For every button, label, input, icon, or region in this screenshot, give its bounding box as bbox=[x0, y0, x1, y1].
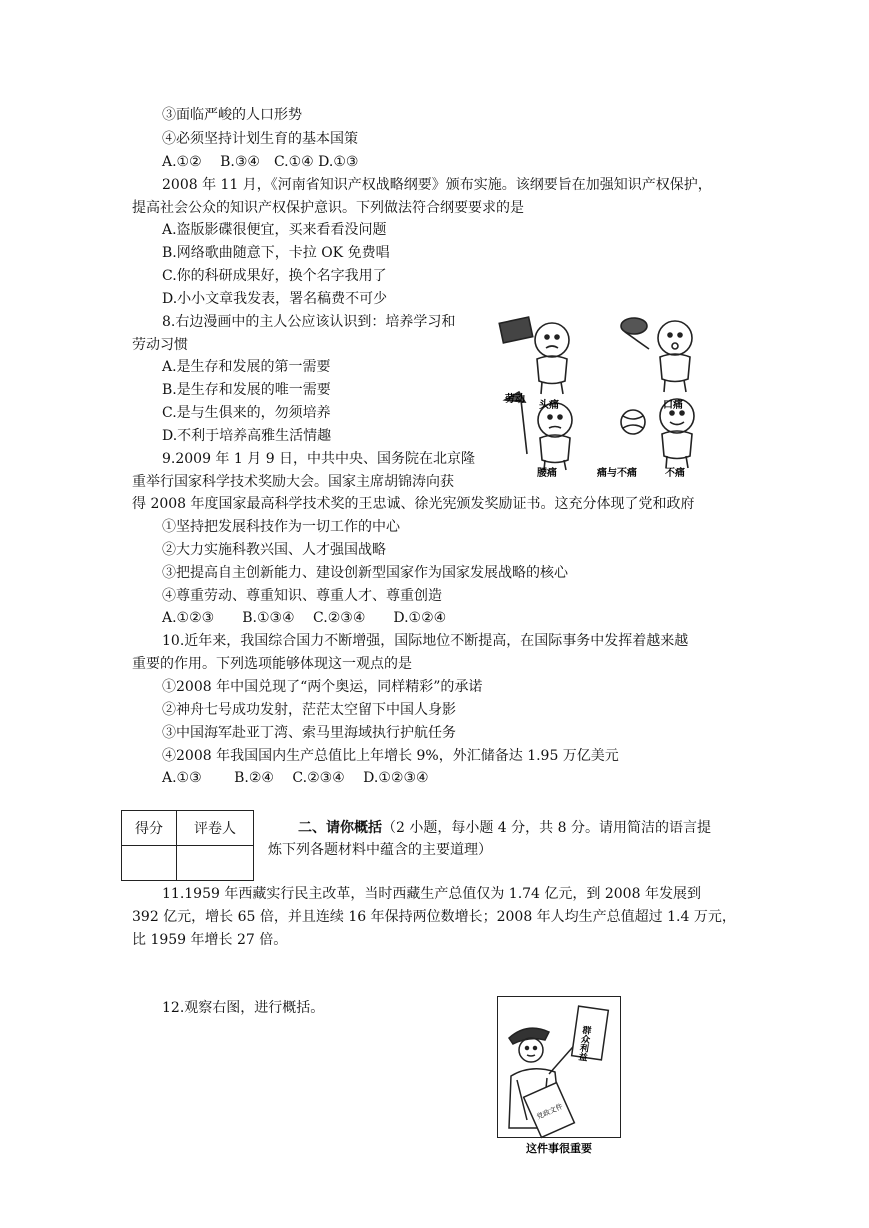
cartoon2-doc-back: 党政文件 bbox=[535, 1102, 565, 1122]
q8-stem-line2: 劳动习惯 bbox=[132, 337, 188, 353]
score-table bbox=[121, 810, 254, 881]
section2-desc-line2: 炼下列各题材料中蕴含的主要道理） bbox=[268, 842, 492, 858]
q10-stem-line2: 重要的作用。下列选项能够体现这一观点的是 bbox=[132, 656, 412, 672]
score-cell bbox=[122, 846, 177, 881]
q8-option-b: B.是生存和发展的唯一需要 bbox=[162, 382, 331, 398]
q11-line1: 11.1959 年西藏实行民主改革，当时西藏生产总值仅为 1.74 亿元，到 2008 年发展到 bbox=[162, 886, 701, 902]
q10-item-1: ①2008 年中国兑现了“两个奥运，同样精彩”的承诺 bbox=[162, 679, 483, 695]
cartoon2-doc-front: 群众利益 bbox=[576, 1024, 591, 1062]
cartoon1-label-nopain: 不痛 bbox=[665, 468, 685, 479]
q11-line2: 392 亿元，增长 65 倍，并且连续 16 年保持两位数增长；2008 年人均生产总值超过 1.4 万元， bbox=[132, 909, 736, 925]
q7-option-d: D.小小文章我发表，署名稿费不可少 bbox=[162, 291, 388, 307]
cartoon1-label-headache: 头痛 bbox=[539, 400, 559, 411]
food-icon bbox=[621, 318, 647, 334]
q9-stem-line1: 9.2009 年 1 月 9 日，中共中央、国务院在北京隆 bbox=[162, 451, 476, 467]
section2-title: 二、请你概括 bbox=[298, 820, 382, 836]
q7-stem-line1: 2008 年 11 月，《河南省知识产权战略纲要》颁布实施。该纲要旨在加强知识产权保护， bbox=[162, 177, 712, 193]
q9-item-3: ③把提高自主创新能力、建设创新型国家作为国家发展战略的核心 bbox=[162, 565, 568, 581]
cartoon1-title: 痛与不痛 bbox=[597, 468, 637, 479]
cartoon2-caption: 这件事很重要 bbox=[526, 1142, 592, 1155]
q10-answers: A.①③ B.②④ C.②③④ D.①②③④ bbox=[162, 770, 429, 786]
ball-icon bbox=[621, 410, 645, 434]
q7-stem-line2: 提高社会公众的知识产权保护意识。下列做法符合纲要要求的是 bbox=[132, 200, 524, 216]
q9-stem-line3: 得 2008 年度国家最高科学技术奖的王忠诚、徐光宪颁发奖励证书。这充分体现了党和政府 bbox=[132, 496, 695, 512]
q10-stem-line1: 10.近年来，我国综合国力不断增强，国际地位不断提高，在国际事务中发挥着越来越 bbox=[162, 633, 689, 649]
grader-header: 评卷人 bbox=[177, 811, 254, 846]
cartoon1-label-mouthache: 口痛 bbox=[663, 400, 683, 411]
section2-heading bbox=[298, 818, 711, 838]
q9-item-1: ①坚持把发展科技作为一切工作的中心 bbox=[162, 519, 400, 535]
q8-option-a: A.是生存和发展的第一需要 bbox=[162, 359, 331, 375]
q7-option-c: C.你的科研成果好，换个名字我用了 bbox=[162, 268, 387, 284]
q12-text: 12.观察右图，进行概括。 bbox=[162, 1000, 325, 1016]
q10-item-3: ③中国海军赴亚丁湾、索马里海域执行护航任务 bbox=[162, 725, 456, 741]
cartoon1-label-backache: 腰痛 bbox=[537, 468, 557, 479]
q7-option-b: B.网络歌曲随意下，卡拉 OK 免费唱 bbox=[162, 245, 390, 261]
q6-answers: A.①② B.③④ C.①④ D.①③ bbox=[162, 154, 359, 170]
q8-option-c: C.是与生俱来的，勿须培养 bbox=[162, 405, 331, 421]
q10-item-2: ②神舟七号成功发射，茫茫太空留下中国人身影 bbox=[162, 702, 456, 718]
q11-line3: 比 1959 年增长 27 倍。 bbox=[132, 932, 288, 948]
books-icon bbox=[499, 317, 533, 343]
q7-option-a: A.盗版影碟很便宜，买来看看没问题 bbox=[162, 222, 387, 238]
q8-option-d: D.不利于培养高雅生活情趣 bbox=[162, 428, 332, 444]
grader-cell bbox=[177, 846, 254, 881]
q6-item-3: ③面临严峻的人口形势 bbox=[162, 107, 302, 123]
q6-item-4: ④必须坚持计划生育的基本国策 bbox=[162, 131, 358, 147]
q10-item-4: ④2008 年我国国内生产总值比上年增长 9%，外汇储备达 1.95 万亿美元 bbox=[162, 748, 619, 764]
q9-item-2: ②大力实施科教兴国、人才强国战略 bbox=[162, 542, 386, 558]
section2-desc-line1: （2 小题，每小题 4 分，共 8 分。请用简洁的语言提 bbox=[382, 820, 711, 836]
q9-answers: A.①②③ B.①③④ C.②③④ D.①②④ bbox=[162, 610, 447, 626]
q9-item-4: ④尊重劳动、尊重知识、尊重人才、尊重创造 bbox=[162, 588, 442, 604]
q9-stem-line2: 重举行国家科学技术奖励大会。国家主席胡锦涛向获 bbox=[132, 474, 454, 490]
q8-stem-line1: 8.右边漫画中的主人公应该认识到：培养学习和 bbox=[162, 314, 456, 330]
cap-icon bbox=[509, 1028, 549, 1044]
score-header: 得分 bbox=[122, 811, 177, 846]
cartoon-official-illustration bbox=[497, 996, 621, 1158]
cartoon1-sign-text: 劳动 bbox=[505, 394, 525, 405]
cartoon-pain-illustration bbox=[497, 304, 712, 480]
